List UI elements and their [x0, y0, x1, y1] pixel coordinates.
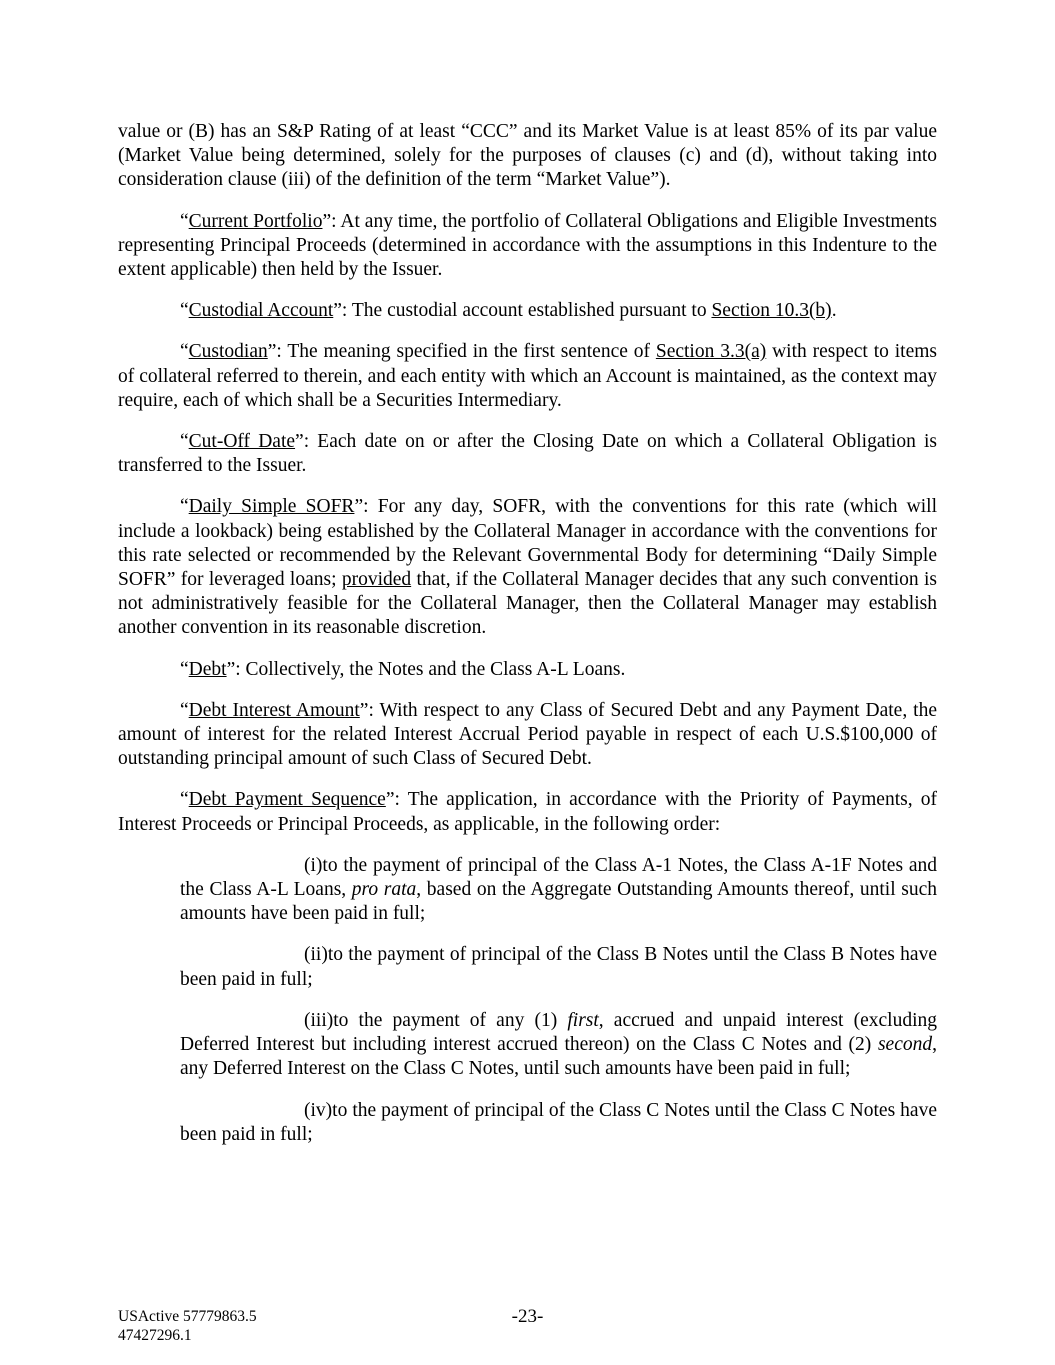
clause-text: to the payment of principal of the Class C Notes until the Class C Notes have been paid in full;: [180, 1099, 937, 1145]
definition-daily-simple-sofr: [118, 495, 937, 640]
definition-text: ”: With respect to any Class of Secured Debt and any Payment Date, the amount of interest for the related Interest Accrual Period payable in respect of each U.S.$100,000 of outstanding principal amount of such Class of Secured Debt.: [118, 699, 937, 770]
clause-text: to the payment of principal of the Class B Notes until the Class B Notes have been paid in full;: [180, 944, 937, 990]
clause-item: [180, 854, 937, 927]
defined-term: Debt Payment Sequence: [188, 789, 386, 811]
definition-custodian: [118, 340, 937, 413]
clause-italic: pro rata: [351, 879, 417, 901]
clause-item: [180, 943, 937, 991]
paragraph-continuation: [118, 120, 937, 193]
quote-mark: “: [180, 658, 189, 680]
provided-emphasis: provided: [341, 569, 412, 591]
clause-text: to the payment of principal of the Class A-1 Notes, the Class A-1F Notes and the Class A-L Loans,: [180, 854, 937, 901]
definition-cut-off-date: [118, 430, 937, 478]
definition-debt: [118, 658, 937, 682]
definition-text-tail: that, if the Collateral Manager decides that any such convention is not administratively feasible for the Collateral Manager, then the Collateral Manager may establish another convention in its reasonable discretion.: [118, 569, 937, 639]
clause-number: (ii): [304, 944, 328, 966]
definition-custodial-account: [118, 299, 937, 323]
defined-term: Custodian: [188, 341, 268, 363]
quote-mark: “: [180, 496, 189, 518]
definition-text-tail: .: [831, 300, 837, 322]
quote-mark: “: [180, 699, 189, 721]
defined-term: Debt Interest Amount: [188, 699, 360, 721]
footer-id-secondary: 47427296.1: [118, 1327, 192, 1344]
section-reference[interactable]: Section 10.3(b): [711, 300, 832, 322]
definition-text: ”: The application, in accordance with the Priority of Payments, of Interest Proceeds or Principal Proceeds, as applicable, in the following order:: [118, 789, 937, 835]
document-body: [118, 120, 937, 1147]
clause-text: to the payment of any (1): [333, 1009, 568, 1031]
paragraph-text: value or (B) has an S&P Rating of at least “CCC” and its Market Value is at least 85% of its par value (Market Value being determined, solely for the purposes of clauses (c) and (d), without taking into consideration clause (iii) of the definition of the term “Market Value”).: [118, 121, 937, 191]
quote-mark: “: [180, 431, 189, 453]
defined-term: Daily Simple SOFR: [188, 496, 355, 518]
clause-number: (iv): [304, 1099, 333, 1121]
definition-text: ”: The custodial account established pursuant to: [333, 300, 712, 322]
definition-text: ”: At any time, the portfolio of Collateral Obligations and Eligible Investments representing Principal Proceeds (determined in accordance with the assumptions in this Indenture to the extent applicable) then held by the Issuer.: [118, 210, 937, 281]
clause-italic-second: second: [877, 1034, 933, 1056]
quote-mark: “: [180, 300, 189, 322]
clause-number: (i): [304, 854, 323, 876]
definition-text: ”: Each date on or after the Closing Date on which a Collateral Obligation is transferred to the Issuer.: [118, 431, 938, 477]
clause-text-tail: , any Deferred Interest on the Class C Notes, until such amounts have been paid in full;: [180, 1034, 937, 1080]
definition-text-tail: with respect to items of collateral referred to therein, and each entity with which an Account is maintained, as the context may require, each of which shall be a Securities Intermediary.: [118, 341, 937, 411]
quote-mark: “: [180, 341, 189, 363]
definition-debt-payment-sequence: [118, 788, 937, 836]
definition-debt-interest-amount: [118, 699, 937, 772]
clause-text-mid: , accrued and unpaid interest (excluding Deferred Interest but including interest accrued thereon) on the Class C Notes and (2): [180, 1009, 937, 1056]
quote-mark: “: [180, 789, 189, 811]
definition-text: ”: For any day, SOFR, with the conventions for this rate (which will include a lookback) being established by the Collateral Manager in accordance with the conventions for this rate selected or recommended by the Relevant Governmental Body for determining “Daily Simple SOFR” for leveraged loans;: [118, 496, 938, 591]
clause-text-tail: , based on the Aggregate Outstanding Amounts thereof, until such amounts have been paid in full;: [180, 879, 937, 925]
defined-term: Cut-Off Date: [188, 431, 296, 453]
clause-item: [180, 1009, 937, 1082]
clause-italic-first: first: [567, 1009, 599, 1031]
quote-mark: “: [180, 210, 189, 232]
definition-text: ”: The meaning specified in the first sentence of: [267, 341, 656, 363]
page-number: -23-: [511, 1306, 544, 1327]
section-reference[interactable]: Section 3.3(a): [655, 341, 767, 363]
defined-term: Current Portfolio: [188, 210, 323, 232]
clause-item: [180, 1099, 937, 1147]
definition-current-portfolio: [118, 210, 937, 283]
defined-term: Custodial Account: [188, 300, 334, 322]
defined-term: Debt: [188, 658, 227, 680]
footer-id-primary: USActive 57779863.5: [118, 1308, 257, 1325]
definition-text: ”: Collectively, the Notes and the Class A-L Loans.: [226, 658, 626, 680]
clause-number: (iii): [304, 1009, 334, 1031]
